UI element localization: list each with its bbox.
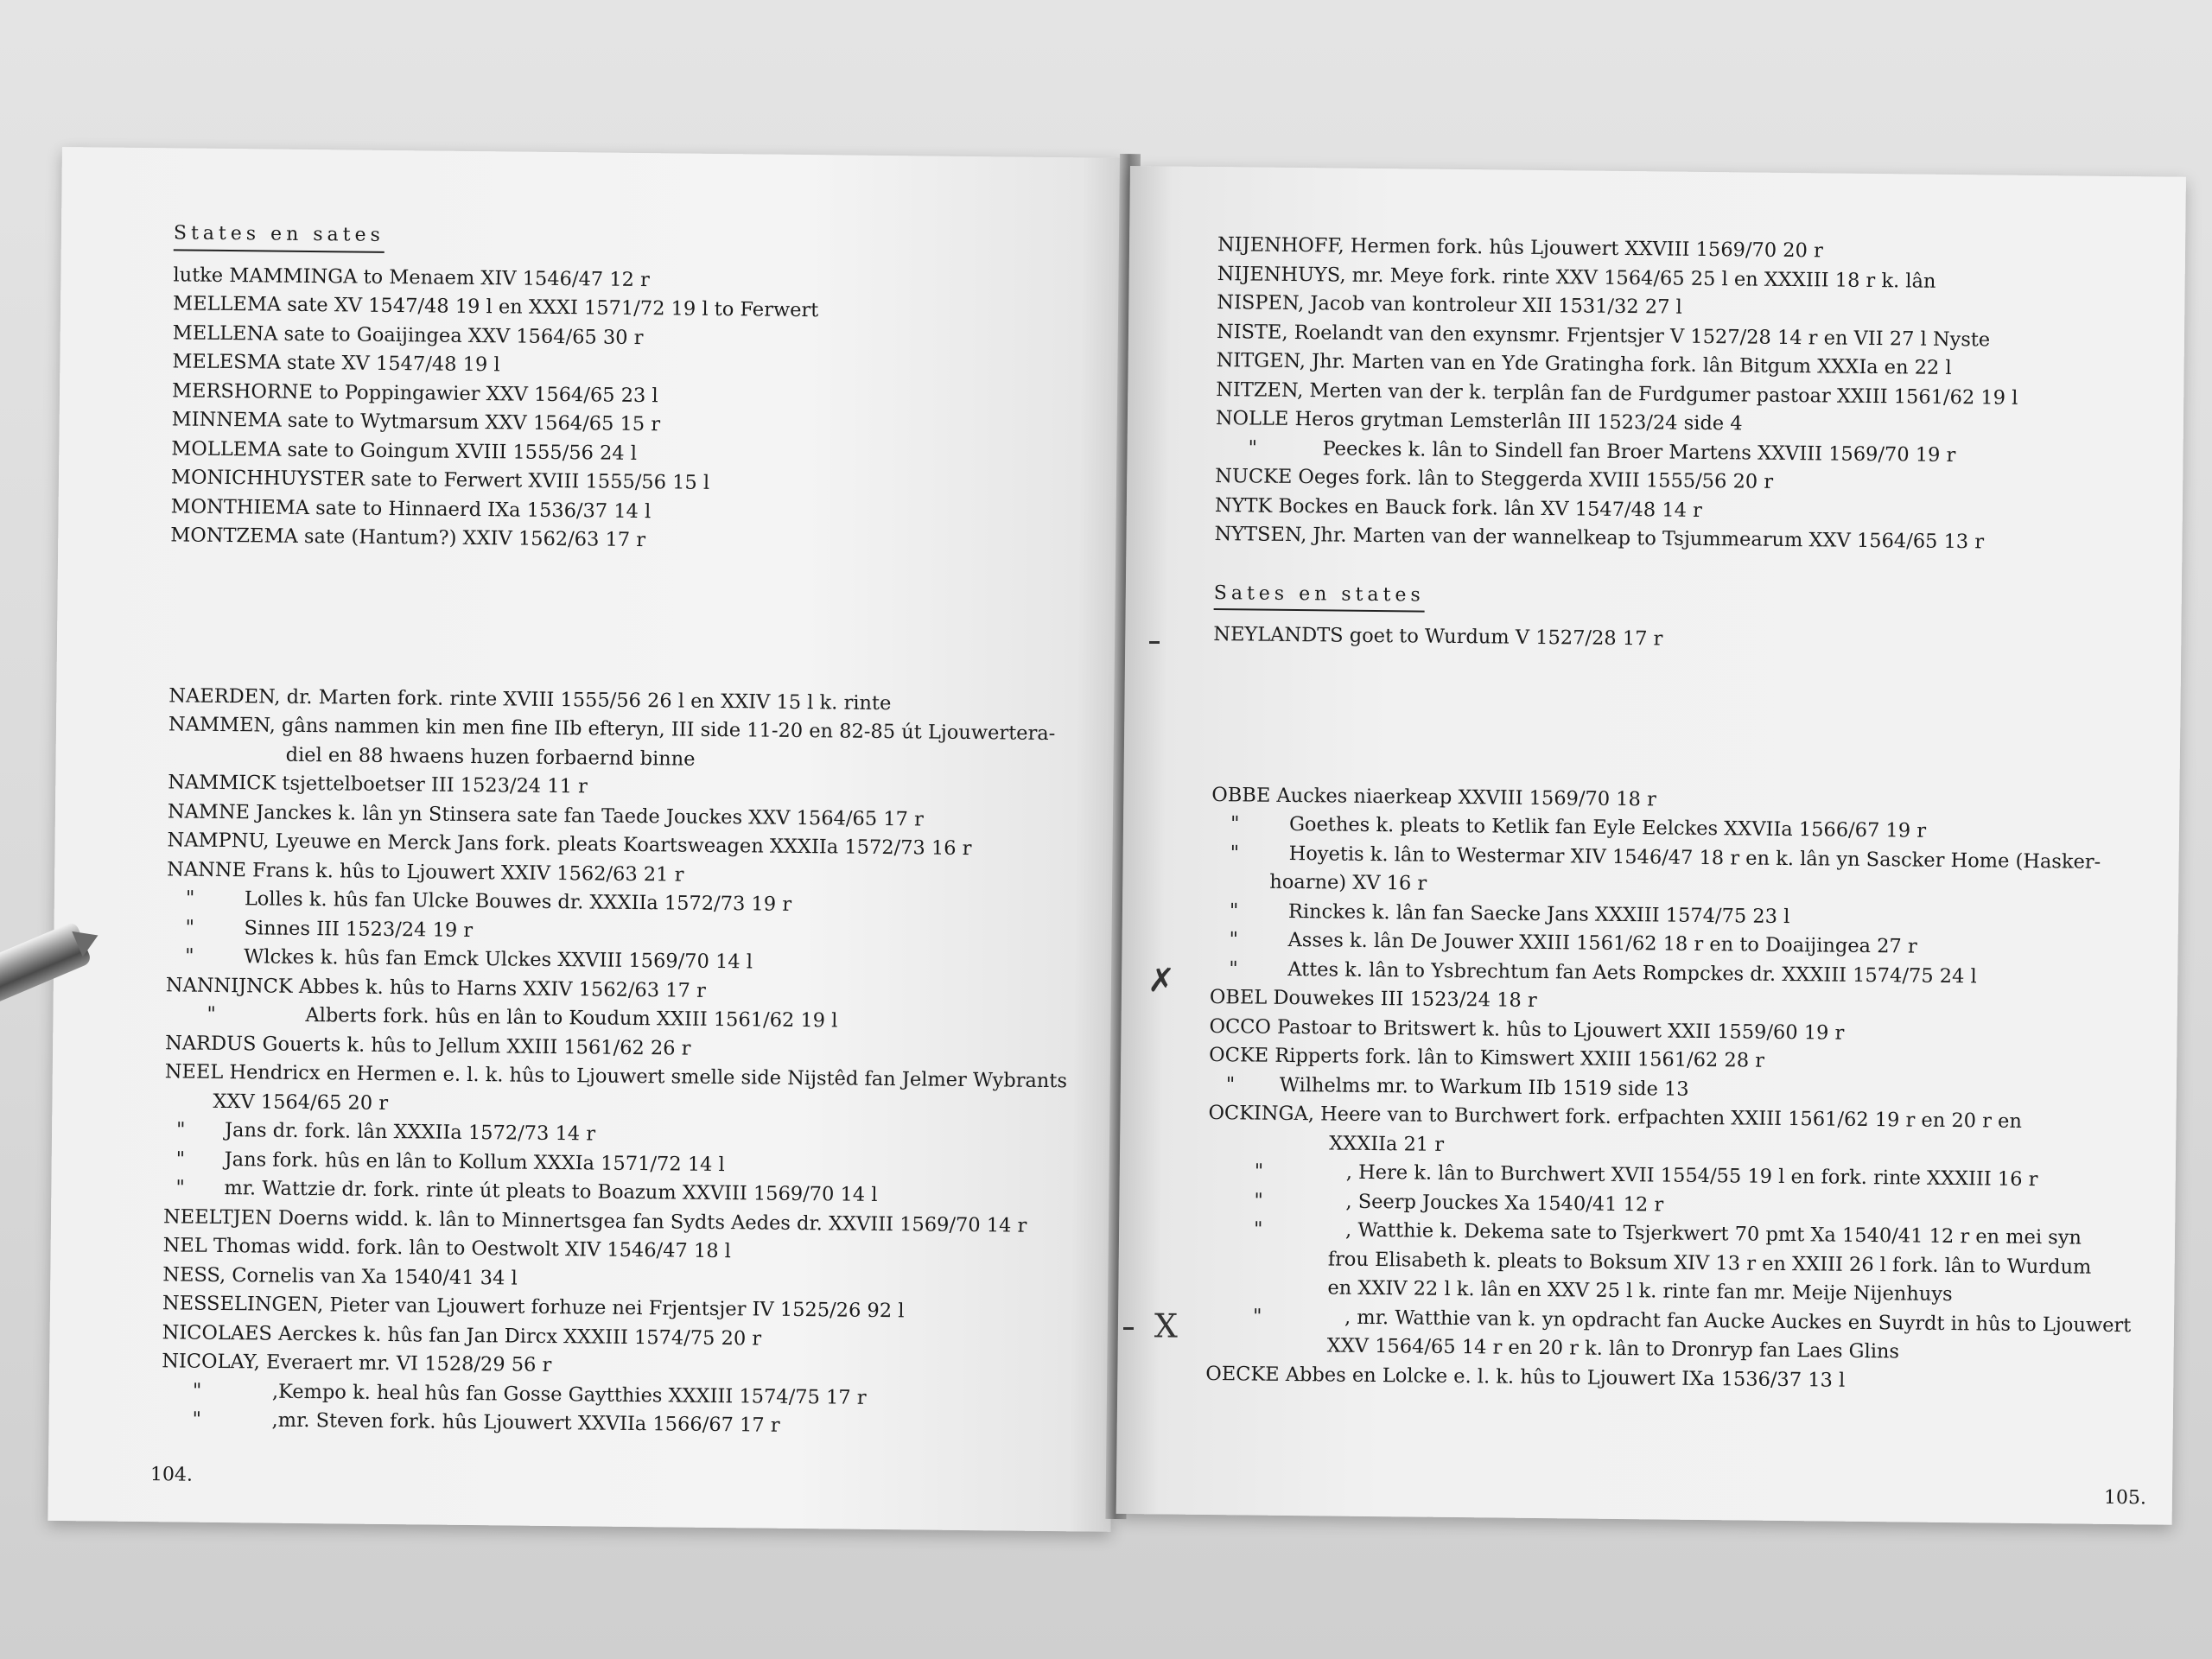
list-item: Rinckes k. lân fan Saecke Jans XXXIII 1574/75 23 l — [1287, 899, 1790, 928]
list-item: Sinnes III 1523/24 19 r — [244, 916, 474, 942]
list-item: OECKE Abbes en Lolcke e. l. k. hûs to Ljouwert IXa 1536/37 13 l — [1205, 1362, 1846, 1392]
ditto-mark: " — [175, 1176, 185, 1199]
list-item: NAERDEN, dr. Marten fork. rinte XVIII 1555/56 26 l en XXIV 15 l k. rinte — [168, 683, 892, 715]
ditto-mark: " — [1253, 1217, 1263, 1241]
list-item: NAMMEN, gâns nammen kin men fine IIb efteryn, III side 11-20 en 82-85 út Ljouwertera- — [168, 713, 1056, 746]
ditto-mark: " — [1254, 1189, 1263, 1212]
list-item-continuation: hoarne) XV 16 r — [1269, 870, 1427, 895]
list-item: Wilhelms mr. to Warkum IIb 1519 side 13 — [1279, 1073, 1689, 1101]
margin-cross-mark: ✗ — [1147, 961, 1176, 1000]
list-item: NAMMICK tsjettelboetser III 1523/24 11 r — [168, 771, 588, 798]
list-item: NUCKE Oeges fork. lân to Steggerda XVIII 1555/56 20 r — [1215, 465, 1774, 493]
ditto-mark: " — [1252, 1305, 1262, 1328]
ditto-mark: " — [1248, 435, 1258, 460]
list-item: Wlckes k. hûs fan Emck Ulckes XXVIII 1569/70 14 l — [244, 945, 753, 974]
list-item: NICOLAES Aerckes k. hûs fan Jan Dircx XXXIII 1574/75 20 r — [162, 1320, 762, 1351]
list-item: Lolles k. hûs fan Ulcke Bouwes dr. XXXIIa 1572/73 19 r — [244, 887, 792, 916]
list-item: ,Kempo k. heal hûs fan Gosse Gaytthies XXXIII 1574/75 17 r — [271, 1380, 867, 1409]
list-item: OCKINGA, Heere van to Burchwert fork. erfpachten XXIII 1561/62 19 r en 20 r en — [1208, 1102, 2023, 1133]
right-page — [1116, 166, 2186, 1525]
list-item: NOLLE Heros grytman Lemsterlân III 1523/24 side 4 — [1215, 407, 1743, 435]
ditto-mark: " — [175, 1118, 186, 1141]
list-item: NEELTJEN Doerns widd. k. lân to Minnertsgea fan Sydts Aedes dr. XXVIII 1569/70 14 r — [162, 1205, 1027, 1237]
n-entries-continued — [1214, 231, 2159, 559]
list-item: MONTHIEMA sate to Hinnaerd IXa 1536/37 14 l — [170, 494, 652, 523]
list-item: Attes k. lân to Ysbrechtum fan Aets Rompckes dr. XXXIII 1574/75 24 l — [1287, 957, 1977, 988]
page-number: 104. — [149, 1464, 194, 1486]
spine-tick-mark — [1123, 1327, 1134, 1330]
list-item: NYTSEN, Jhr. Marten van der wannelkeap to Tsjummearum XXV 1564/65 13 r — [1214, 523, 1985, 554]
list-item: lutke MAMMINGA to Menaem XIV 1546/47 12 r — [173, 263, 650, 291]
list-item: Jans fork. hûs en lân to Kollum XXXIa 1571/72 14 l — [224, 1147, 725, 1176]
list-item: Jans dr. fork. lân XXXIIa 1572/73 14 r — [224, 1119, 596, 1146]
list-item: OCCO Pastoar to Britswert k. hûs to Ljouwert XXII 1559/60 19 r — [1209, 1014, 1845, 1045]
list-item: NANNIJNCK Abbes k. hûs to Harns XXIV 1562/63 17 r — [165, 973, 706, 1002]
margin-x-mark: X — [1154, 1306, 1179, 1345]
list-item: NAMNE Janckes k. lân yn Stinsera sate fan Taede Jouckes XXV 1564/65 17 r — [167, 799, 924, 830]
list-item: OBEL Douwekes III 1523/24 18 r — [1209, 986, 1537, 1012]
ditto-mark: " — [1225, 1072, 1236, 1096]
list-item: NESS, Cornelis van Xa 1540/41 34 l — [162, 1262, 518, 1290]
list-item: NEYLANDTS goet to Wurdum V 1527/28 17 r — [1213, 623, 1663, 651]
list-item: Asses k. lân De Jouwer XXIII 1561/62 18 r en to Doaijingea 27 r — [1287, 928, 1917, 958]
left-page — [48, 147, 1125, 1532]
ditto-mark: " — [207, 1002, 216, 1026]
list-item: NICOLAY, Everaert mr. VI 1528/29 56 r — [162, 1350, 552, 1377]
list-item: ,mr. Steven fork. hûs Ljouwert XXVIIa 1566/67 17 r — [271, 1408, 780, 1437]
list-item: mr. Wattzie dr. fork. rinte út pleats to Boazum XXVIII 1569/70 14 l — [224, 1177, 878, 1206]
list-item: Goethes k. pleats to Ketlik fan Eyle Eelckes XXVIIa 1566/67 19 r — [1288, 812, 1927, 842]
right-page-text — [1205, 231, 2159, 1398]
ditto-mark: " — [1229, 899, 1239, 922]
ditto-mark: " — [192, 1408, 202, 1431]
list-item: NAMPNU, Lyeuwe en Merck Jans fork. pleats Koartsweagen XXXIIa 1572/73 16 r — [167, 829, 972, 861]
ditto-mark: " — [175, 1147, 186, 1171]
ditto-mark: " — [1230, 812, 1240, 836]
ditto-mark: " — [185, 916, 195, 939]
ditto-mark: " — [185, 887, 195, 910]
list-item: NITGEN, Jhr. Marten van en Yde Gratingha fork. lân Bitgum XXXIa en 22 l — [1216, 349, 1952, 379]
ditto-mark: " — [1254, 1160, 1264, 1183]
ditto-mark: " — [185, 944, 194, 968]
list-item-continuation: en XXIV 22 l k. lân en XXV 25 l k. rinte fan mr. Meije Nijenhuys — [1327, 1276, 1953, 1306]
list-item: , mr. Watthie van k. yn opdracht fan Aucke Auckes en Suyrdt in hûs to Ljouwert — [1344, 1306, 2132, 1337]
list-item-continuation: XXV 1564/65 20 r — [213, 1090, 389, 1115]
spine-tick-mark — [1149, 641, 1160, 644]
ditto-mark: " — [1230, 841, 1240, 864]
list-item: NIJENHOFF, Hermen fork. hûs Ljouwert XXVIII 1569/70 20 r — [1217, 233, 1823, 263]
list-item: NEL Thomas widd. fork. lân to Oestwolt XIV 1546/47 18 l — [162, 1234, 732, 1263]
ditto-mark: " — [1229, 957, 1238, 980]
list-item: NITZEN, Merten van der k. terplân fan de Furdgumer pastoar XXIII 1561/62 19 l — [1216, 378, 2018, 410]
list-item: Hoyetis k. lân to Westermar XIV 1546/47 18 r en k. lân yn Sascker Home (Hasker- — [1288, 842, 2101, 874]
list-item: NYTK Bockes en Bauck fork. lân XV 1547/48 14 r — [1214, 493, 1703, 522]
list-item-continuation: frou Elisabeth k. pleats to Boksum XIV 13 r en XXIII 26 l fork. lân to Wurdum — [1327, 1247, 2092, 1279]
list-item: Peeckes k. lân to Sindell fan Broer Martens XXVIII 1569/70 19 r — [1322, 436, 1956, 467]
list-item-continuation: XXV 1564/65 14 r en 20 r k. lân to Dronryp fan Laes Glins — [1326, 1334, 1900, 1363]
list-item: NARDUS Gouerts k. hûs to Jellum XXIII 1561/62 26 r — [165, 1031, 691, 1060]
ditto-mark: " — [192, 1379, 202, 1402]
list-item: MELLENA sate to Goaijingea XXV 1564/65 30 r — [172, 321, 644, 349]
list-item: , Seerp Jouckes Xa 1540/41 12 r — [1345, 1190, 1664, 1217]
list-item: MONICHHUYSTER sate to Ferwert XVIII 1555/56 15 l — [170, 466, 710, 494]
list-item: MONTZEMA sate (Hantum?) XXIV 1562/63 17 r — [170, 524, 646, 552]
list-item: , Watthie k. Dekema sate to Tsjerkwert 70 pmt Xa 1540/41 12 r en mei syn — [1344, 1218, 2082, 1249]
list-item: MELESMA state XV 1547/48 19 l — [172, 350, 500, 377]
list-item: OBBE Auckes niaerkeap XXVIII 1569/70 18 r — [1211, 783, 1656, 810]
list-item: NANNE Frans k. hûs to Ljouwert XXIV 1562/63 21 r — [167, 857, 684, 887]
states-list — [170, 261, 1106, 560]
list-item: , Here k. lân to Burchwert XVII 1554/55 19 l en fork. rinte XXXIII 16 r — [1345, 1160, 2038, 1192]
list-item-continuation: diel en 88 hwaens huzen forbaernd binne — [285, 743, 696, 771]
list-item: OCKE Ripperts fork. lân to Kimswert XXIII 1561/62 28 r — [1209, 1044, 1765, 1072]
left-page-text — [161, 219, 1107, 1444]
section-heading-states-en-sates: States en sates — [174, 219, 385, 252]
section-heading-sates-en-states: Sates en states — [1214, 579, 1425, 613]
list-item: NISTE, Roelandt van den exynsmr. Frjentsjer V 1527/28 14 r en VII 27 l Nyste — [1216, 320, 1991, 351]
list-item: MINNEMA sate to Wytmarsum XXV 1564/65 15 r — [171, 408, 661, 436]
list-item: Alberts fork. hûs en lân to Koudum XXIII 1561/62 19 l — [305, 1004, 838, 1033]
list-item: NEEL Hendricx en Hermen e. l. k. hûs to Ljouwert smelle side Nijstêd fan Jelmer Wybrants — [164, 1060, 1068, 1093]
list-item: MELLEMA sate XV 1547/48 19 l en XXXI 1571/72 19 l to Ferwert — [172, 292, 819, 322]
list-item: MOLLEMA sate to Goingum XVIII 1555/56 24 l — [171, 436, 638, 465]
n-entries-list — [161, 682, 1102, 1444]
list-item: MERSHORNE to Poppingawier XXV 1564/65 23 l — [171, 378, 658, 407]
list-item: NIJENHUYS, mr. Meye fork. rinte XXV 1564/65 25 l en XXXIII 18 r k. lân — [1217, 262, 1936, 293]
page-number: 105. — [2103, 1486, 2147, 1510]
ditto-mark: " — [1229, 928, 1239, 951]
o-entries-list — [1205, 781, 2153, 1399]
list-item: NESSELINGEN, Pieter van Ljouwert forhuze nei Frjentsjer IV 1525/26 92 l — [162, 1292, 905, 1323]
list-item-continuation: XXXIIa 21 r — [1329, 1131, 1445, 1156]
list-item: NISPEN, Jacob van kontroleur XII 1531/32 27 l — [1217, 291, 1682, 319]
